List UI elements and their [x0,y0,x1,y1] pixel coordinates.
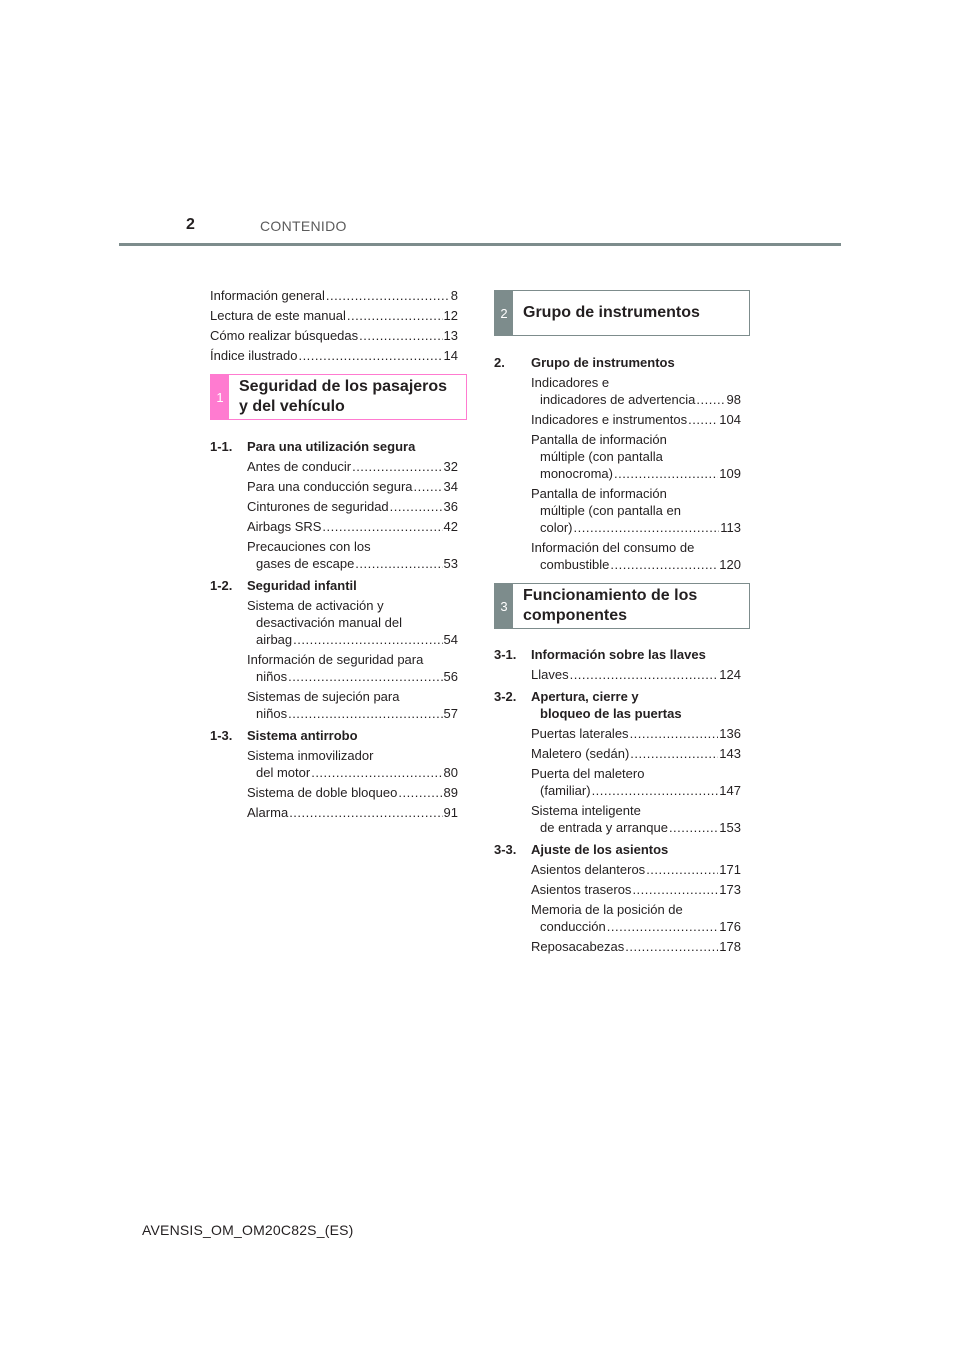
toc-entry-page: 12 [443,308,458,323]
toc-entry-page: 34 [443,479,458,494]
chapter-title-line: Funcionamiento de los [523,587,698,604]
leader-dots [355,555,442,572]
toc-entry-title: Cinturones de seguridad [247,499,389,514]
toc-entry-page: 113 [720,520,741,535]
document-code: AVENSIS_OM_OM20C82S_(ES) [142,1222,354,1238]
section-title-line[interactable]: bloqueo de las puertas [540,706,682,721]
leader-dots [298,347,442,364]
toc-entry[interactable] [256,705,458,722]
toc-entry-page: 91 [443,805,458,820]
toc-entry-page: 176 [719,919,741,934]
toc-entry-page: 147 [719,783,741,798]
chapter-tab: 1 [211,375,229,419]
leader-dots [311,764,442,781]
leader-dots [359,327,442,344]
page-number: 2 [186,216,195,233]
toc-entry-title-line[interactable]: Sistemas de sujeción para [247,689,400,704]
leader-dots [347,307,443,324]
toc-entry-page: 54 [443,632,458,647]
toc-entry-page: 120 [719,557,741,572]
toc-entry-title: color) [540,520,573,535]
chapter-tab: 2 [495,291,513,335]
section-title: Seguridad infantil [247,578,357,593]
section-title: Grupo de instrumentos [531,355,675,370]
toc-entry-title-line[interactable]: Indicadores e [531,375,610,390]
chapter-1-header[interactable] [210,374,467,420]
toc-entry-title: airbag [256,632,293,647]
section-number: 3-1. [494,647,517,662]
toc-entry[interactable] [256,555,458,572]
toc-entry-title: niños [256,706,288,721]
toc-entry[interactable] [256,668,458,685]
chapter-title [229,375,447,419]
section-heading[interactable] [494,646,706,663]
toc-entry-title: indicadores de advertencia [540,392,696,407]
toc-entry[interactable] [531,861,741,878]
leader-dots [570,666,719,683]
leader-dots [390,498,443,515]
toc-entry-title: Asientos traseros [531,882,632,897]
section-heading[interactable] [210,577,357,594]
toc-entry[interactable] [540,782,741,799]
toc-entry[interactable] [540,556,741,573]
toc-entry-page: 57 [443,706,458,721]
toc-entry[interactable] [540,519,741,536]
toc-entry-title-line[interactable]: Memoria de la posición de [531,902,683,917]
leader-dots [610,556,718,573]
section-title: Sistema antirrobo [247,728,358,743]
toc-entry-title: Información general [210,288,325,303]
toc-entry-title-line[interactable]: Información del consumo de [531,540,695,555]
leader-dots [414,478,443,495]
toc-entry-title: Sistema de doble bloqueo [247,785,398,800]
toc-entry-title: Asientos delanteros [531,862,646,877]
toc-entry-title: Lectura de este manual [210,308,346,323]
leader-dots [592,782,719,799]
chapter-title-line: Grupo de instrumentos [523,304,700,321]
chapter-tab: 3 [495,584,513,628]
toc-entry-page: 153 [719,820,741,835]
toc-entry-title: de entrada y arranque [540,820,668,835]
toc-entry-title: niños [256,669,288,684]
toc-entry[interactable] [531,938,741,955]
section-number: 1-3. [210,728,233,743]
toc-entry[interactable] [210,307,458,324]
leader-dots [288,705,442,722]
toc-entry-page: 89 [443,785,458,800]
leader-dots [625,938,718,955]
toc-entry-title: Índice ilustrado [210,348,298,363]
leader-dots [614,465,718,482]
toc-entry-title: combustible [540,557,610,572]
toc-entry-title-line[interactable]: múltiple (con pantalla [540,449,663,464]
toc-entry[interactable] [210,287,458,304]
toc-entry-title: Airbags SRS [247,519,322,534]
toc-entry-title-line[interactable]: Sistema inmovilizador [247,748,374,763]
toc-entry[interactable] [210,347,458,364]
toc-entry[interactable] [247,478,458,495]
leader-dots [322,518,442,535]
section-title: Para una utilización segura [247,439,416,454]
section-heading[interactable] [494,354,675,371]
toc-entry[interactable] [531,745,741,762]
section-title: Información sobre las llaves [531,647,706,662]
toc-entry-page: 8 [450,288,458,303]
leader-dots [293,631,442,648]
toc-entry-page: 80 [443,765,458,780]
toc-entry-title-line[interactable]: Pantalla de información [531,486,667,501]
toc-entry-title-line[interactable]: desactivación manual del [256,615,402,630]
toc-entry-title: Cómo realizar búsquedas [210,328,359,343]
toc-entry-page: 32 [443,459,458,474]
toc-entry[interactable] [247,458,458,475]
toc-entry-title: (familiar) [540,783,591,798]
toc-entry[interactable] [247,518,458,535]
chapter-title-line: Seguridad de los pasajeros [239,378,448,395]
leader-dots [326,287,450,304]
toc-entry-page: 178 [719,939,741,954]
leader-dots [607,918,719,935]
toc-entry[interactable] [531,881,741,898]
section-number: 1-2. [210,578,233,593]
toc-entry-page: 53 [443,556,458,571]
section-title: Ajuste de los asientos [531,842,669,857]
chapter-title-line: y del vehículo [239,398,345,415]
toc-entry-page: 42 [443,519,458,534]
toc-entry-title: Puertas laterales [531,726,629,741]
header-divider [119,243,841,246]
toc-entry-title: Indicadores e instrumentos [531,412,688,427]
leader-dots [288,668,442,685]
toc-entry-title-line[interactable]: Pantalla de información [531,432,667,447]
toc-entry-title-line[interactable]: Sistema de activación y [247,598,384,613]
toc-entry-title: conducción [540,919,606,934]
section-heading[interactable] [210,727,358,744]
toc-entry-title: Reposacabezas [531,939,625,954]
section-heading[interactable] [494,841,668,858]
section-number: 1-1. [210,439,233,454]
toc-entry[interactable] [247,498,458,515]
leader-dots [632,881,718,898]
toc-entry-title: monocroma) [540,466,613,481]
toc-entry-page: 136 [719,726,741,741]
toc-entry-page: 171 [719,862,741,877]
toc-entry-title-line[interactable]: Precauciones con los [247,539,371,554]
toc-entry[interactable] [531,411,741,428]
toc-entry-page: 104 [719,412,741,427]
section-heading[interactable] [494,688,639,705]
leader-dots [398,784,442,801]
section-number: 2. [494,355,505,370]
page-title: CONTENIDO [260,218,347,234]
toc-entry-title: gases de escape [256,556,355,571]
toc-entry-title: Para una conducción segura [247,479,413,494]
leader-dots [289,804,442,821]
toc-entry-title-line[interactable]: múltiple (con pantalla en [540,503,681,518]
toc-entry-page: 36 [443,499,458,514]
toc-entry[interactable] [540,465,741,482]
section-title: Apertura, cierre y [531,689,639,704]
leader-dots [630,745,718,762]
leader-dots [574,519,720,536]
toc-entry[interactable] [247,804,458,821]
section-heading[interactable] [210,438,415,455]
toc-entry-page: 14 [443,348,458,363]
leader-dots [696,391,725,408]
toc-entry-title-line[interactable]: Información de seguridad para [247,652,424,667]
toc-entry[interactable] [540,918,741,935]
chapter-title [513,291,700,335]
toc-entry[interactable] [210,327,458,344]
chapter-2-header[interactable] [494,290,750,336]
toc-entry-page: 124 [719,667,741,682]
leader-dots [688,411,718,428]
toc-entry-title-line[interactable]: Puerta del maletero [531,766,645,781]
toc-entry-page: 173 [719,882,741,897]
toc-entry-title-line[interactable]: Sistema inteligente [531,803,641,818]
leader-dots [669,819,718,836]
leader-dots [352,458,442,475]
toc-entry-page: 109 [719,466,741,481]
toc-entry[interactable] [247,784,458,801]
chapter-title [513,584,697,628]
toc-entry-title: Maletero (sedán) [531,746,630,761]
toc-entry[interactable] [531,725,741,742]
toc-entry-title: Alarma [247,805,289,820]
section-number: 3-2. [494,689,517,704]
leader-dots [646,861,718,878]
toc-entry[interactable] [540,391,741,408]
section-number: 3-3. [494,842,517,857]
toc-entry[interactable] [256,631,458,648]
toc-entry[interactable] [531,666,741,683]
chapter-3-header[interactable] [494,583,750,629]
chapter-title-line: componentes [523,607,628,624]
toc-entry[interactable] [256,764,458,781]
leader-dots [630,725,719,742]
toc-entry-page: 98 [726,392,741,407]
toc-entry[interactable] [540,819,741,836]
toc-entry-page: 13 [443,328,458,343]
toc-entry-title: Antes de conducir [247,459,352,474]
toc-entry-page: 56 [443,669,458,684]
toc-entry-title: Llaves [531,667,569,682]
toc-entry-page: 143 [719,746,741,761]
toc-entry-title: del motor [256,765,311,780]
